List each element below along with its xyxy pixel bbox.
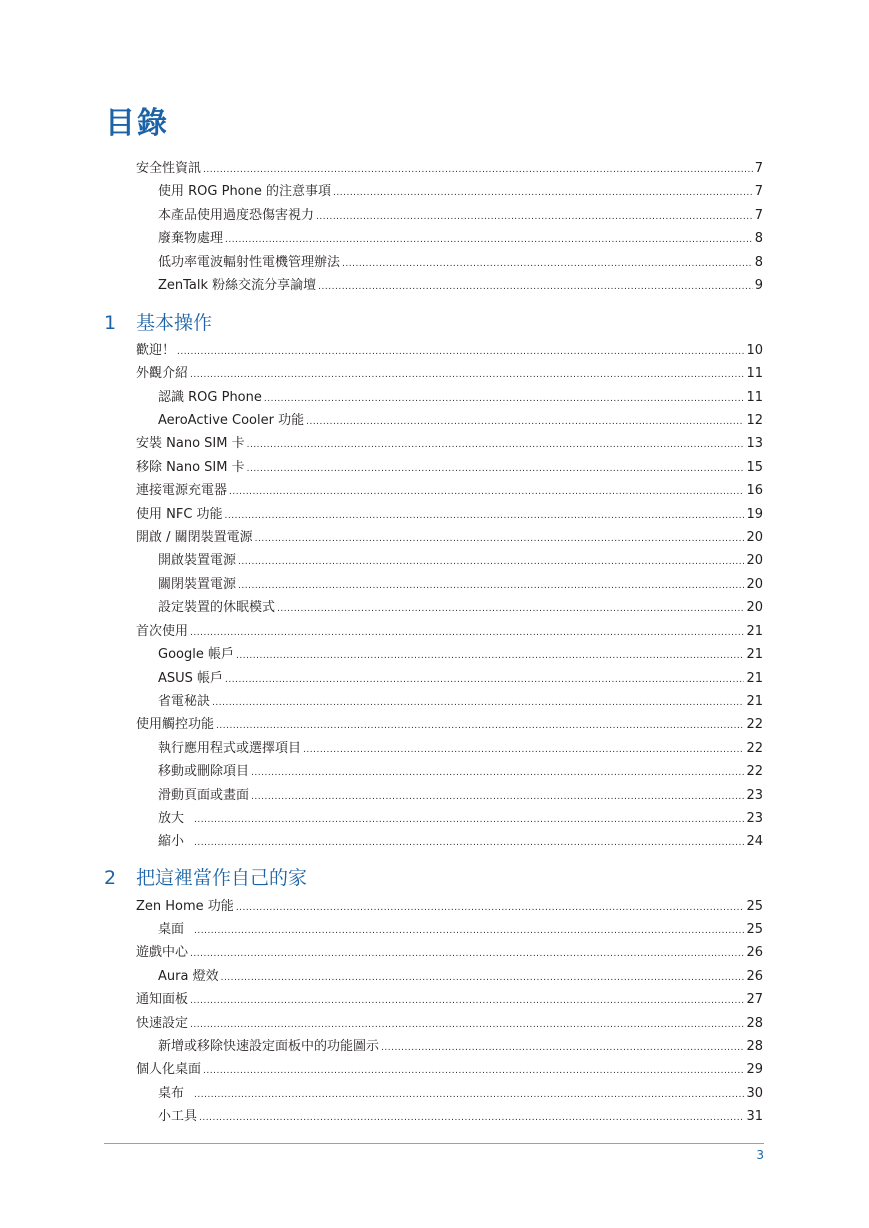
toc-entry-page: 23 — [746, 811, 763, 826]
leader-dots — [225, 675, 744, 685]
toc-entry-label: 個人化桌面 — [136, 1062, 202, 1077]
toc-entry[interactable] — [158, 760, 763, 780]
toc-entry-label: 省電秘訣 — [158, 694, 211, 709]
toc-entry-label: 歡迎！ — [136, 343, 176, 358]
toc-entry[interactable] — [136, 620, 763, 640]
leader-dots — [316, 212, 753, 222]
leader-dots — [318, 282, 753, 292]
leader-dots — [238, 557, 744, 567]
toc-entry-label: Google 帳戶 — [158, 647, 234, 662]
toc-entry-page: 25 — [746, 899, 763, 914]
toc-entry[interactable] — [158, 830, 763, 850]
leader-dots — [216, 721, 744, 731]
toc-entry-label: 使用觸控功能 — [136, 717, 215, 732]
toc-entry-page: 26 — [746, 969, 763, 984]
toc-entry[interactable] — [158, 204, 763, 224]
toc-entry-label: 外觀介紹 — [136, 366, 189, 381]
toc-entry-page: 8 — [754, 231, 763, 246]
toc-entry[interactable] — [158, 1105, 763, 1125]
chapter-heading-1[interactable] — [104, 308, 212, 336]
toc-entry-label: 桌布 — [158, 1086, 185, 1101]
toc-entry[interactable] — [158, 596, 763, 616]
leader-dots — [277, 604, 744, 614]
toc-entry-page: 16 — [746, 483, 763, 498]
toc-entry-label: 開啟裝置電源 — [158, 553, 237, 568]
toc-entry[interactable] — [158, 643, 763, 663]
leader-dots — [333, 188, 753, 198]
toc-entry-page: 28 — [746, 1039, 763, 1054]
toc-entry-label: ASUS 帳戶 — [158, 671, 224, 686]
leader-dots — [251, 792, 744, 802]
toc-entry-label: 通知面板 — [136, 992, 189, 1007]
chapter-number: 2 — [104, 867, 117, 889]
toc-entry-label: 移除 Nano SIM 卡 — [136, 460, 245, 475]
toc-entry[interactable] — [158, 1082, 763, 1102]
leader-dots — [177, 347, 744, 357]
toc-entry-label: 小工具 — [158, 1109, 198, 1124]
toc-entry-page: 10 — [746, 343, 763, 358]
toc-entry[interactable] — [158, 1035, 763, 1055]
toc-entry-label: 開啟 / 關閉裝置電源 — [136, 530, 253, 545]
toc-entry-label: 移動或刪除項目 — [158, 764, 250, 779]
leader-dots — [194, 838, 744, 848]
toc-entry[interactable] — [136, 941, 763, 961]
toc-entry-label: 放大 — [158, 811, 185, 826]
toc-entry-page: 21 — [746, 647, 763, 662]
leader-dots — [194, 815, 744, 825]
toc-entry-label: 新增或移除快速設定面板中的功能圖示 — [158, 1039, 380, 1054]
toc-entry[interactable] — [158, 918, 763, 938]
toc-entry-page: 21 — [746, 624, 763, 639]
toc-entry-page: 19 — [746, 507, 763, 522]
toc-entry-label: 認識 ROG Phone — [158, 390, 262, 405]
toc-entry-label: 滑動頁面或畫面 — [158, 788, 250, 803]
toc-entry[interactable] — [136, 1012, 763, 1032]
toc-entry-page: 22 — [746, 717, 763, 732]
toc-entry-label: 安裝 Nano SIM 卡 — [136, 436, 245, 451]
toc-entry-label: 廢棄物處理 — [158, 231, 224, 246]
toc-entry[interactable] — [158, 227, 763, 247]
leader-dots — [199, 1113, 744, 1123]
toc-entry-label: 快速設定 — [136, 1016, 189, 1031]
leader-dots — [225, 511, 745, 521]
toc-entry-page: 27 — [746, 992, 763, 1007]
leader-dots — [229, 487, 744, 497]
toc-entry-page: 7 — [754, 184, 763, 199]
toc-entry-page: 30 — [746, 1086, 763, 1101]
toc-entry[interactable] — [158, 386, 763, 406]
leader-dots — [190, 1020, 744, 1030]
toc-entry-page: 21 — [746, 694, 763, 709]
toc-entry-label: 安全性資訊 — [136, 161, 202, 176]
toc-entry[interactable] — [136, 339, 763, 359]
leader-dots — [225, 235, 753, 245]
toc-entry[interactable] — [136, 988, 763, 1008]
toc-entry-label: 使用 NFC 功能 — [136, 507, 223, 522]
toc-entry[interactable] — [136, 1058, 763, 1078]
toc-entry-page: 20 — [746, 600, 763, 615]
leader-dots — [221, 973, 745, 983]
toc-entry-page: 11 — [746, 390, 763, 405]
leader-dots — [203, 1066, 744, 1076]
toc-entry[interactable] — [136, 526, 763, 546]
leader-dots — [190, 949, 744, 959]
leader-dots — [247, 440, 745, 450]
toc-entry-page: 26 — [746, 945, 763, 960]
toc-entry[interactable] — [158, 807, 763, 827]
leader-dots — [251, 768, 744, 778]
leader-dots — [306, 417, 744, 427]
toc-entry-page: 20 — [746, 530, 763, 545]
toc-entry-label: ZenTalk 粉絲交流分享論壇 — [158, 278, 317, 293]
leader-dots — [203, 165, 753, 175]
leader-dots — [194, 926, 744, 936]
chapter-title: 基本操作 — [136, 312, 213, 334]
toc-entry[interactable] — [158, 690, 763, 710]
toc-entry-label: 桌面 — [158, 922, 185, 937]
toc-entry-label: 低功率電波輻射性電機管理辦法 — [158, 255, 341, 270]
toc-entry-page: 12 — [746, 413, 763, 428]
toc-entry-page: 20 — [746, 577, 763, 592]
toc-entry[interactable] — [136, 503, 763, 523]
toc-entry-page: 15 — [746, 460, 763, 475]
leader-dots — [236, 903, 745, 913]
toc-entry-label: 縮小 — [158, 834, 185, 849]
toc-entry-page: 7 — [754, 161, 763, 176]
toc-entry[interactable] — [158, 251, 763, 271]
leader-dots — [212, 698, 744, 708]
toc-entry-page: 20 — [746, 553, 763, 568]
toc-entry-page: 9 — [754, 278, 763, 293]
toc-entry-page: 22 — [746, 741, 763, 756]
toc-entry[interactable] — [136, 456, 763, 476]
leader-dots — [190, 628, 744, 638]
toc-entry[interactable] — [136, 362, 763, 382]
toc-entry-page: 29 — [746, 1062, 763, 1077]
toc-entry-page: 21 — [746, 671, 763, 686]
toc-entry-label: 連接電源充電器 — [136, 483, 228, 498]
toc-entry-label: 執行應用程式或選擇項目 — [158, 741, 302, 756]
toc-entry[interactable] — [158, 667, 763, 687]
toc-entry-label: 關閉裝置電源 — [158, 577, 237, 592]
toc-entry-label: AeroActive Cooler 功能 — [158, 413, 305, 428]
toc-entry[interactable] — [158, 274, 763, 294]
toc-entry-label: 首次使用 — [136, 624, 189, 639]
toc-entry[interactable] — [136, 479, 763, 499]
page-title: 目錄 — [105, 106, 169, 141]
leader-dots — [303, 745, 744, 755]
toc-entry[interactable] — [158, 573, 763, 593]
leader-dots — [194, 1090, 744, 1100]
toc-entry[interactable] — [136, 432, 763, 452]
leader-dots — [238, 581, 744, 591]
toc-entry-label: Aura 燈效 — [158, 969, 219, 984]
toc-entry[interactable] — [136, 713, 763, 733]
toc-entry[interactable] — [158, 409, 763, 429]
toc-entry-label: 設定裝置的休眠模式 — [158, 600, 276, 615]
toc-entry[interactable] — [158, 784, 763, 804]
toc-entry[interactable] — [158, 965, 763, 985]
toc-entry[interactable] — [158, 180, 763, 200]
chapter-title: 把這裡當作自己的家 — [136, 867, 308, 889]
toc-entry-label: 遊戲中心 — [136, 945, 189, 960]
toc-entry-label: Zen Home 功能 — [136, 899, 234, 914]
toc-entry-page: 28 — [746, 1016, 763, 1031]
leader-dots — [190, 996, 744, 1006]
toc-entry-page: 31 — [746, 1109, 763, 1124]
toc-entry[interactable] — [158, 737, 763, 757]
toc-entry[interactable] — [158, 549, 763, 569]
toc-entry-page: 25 — [746, 922, 763, 937]
toc-entry-label: 本產品使用過度恐傷害視力 — [158, 208, 315, 223]
toc-entry-page: 22 — [746, 764, 763, 779]
page-number: 3 — [756, 1148, 764, 1162]
toc-entry-page: 23 — [746, 788, 763, 803]
leader-dots — [236, 651, 744, 661]
toc-entry-page: 11 — [746, 366, 763, 381]
toc-entry-label: 使用 ROG Phone 的注意事項 — [158, 184, 332, 199]
leader-dots — [381, 1043, 744, 1053]
chapter-number: 1 — [104, 312, 117, 334]
footer-divider — [104, 1143, 764, 1144]
toc-entry[interactable] — [136, 895, 763, 915]
toc-entry-page: 24 — [746, 834, 763, 849]
leader-dots — [255, 534, 745, 544]
toc-entry[interactable] — [136, 157, 763, 177]
leader-dots — [247, 464, 745, 474]
leader-dots — [342, 259, 753, 269]
toc-entry-page: 8 — [754, 255, 763, 270]
toc-entry-page: 13 — [746, 436, 763, 451]
leader-dots — [264, 394, 745, 404]
chapter-heading-2[interactable] — [104, 863, 307, 891]
toc-entry-page: 7 — [754, 208, 763, 223]
leader-dots — [190, 370, 744, 380]
